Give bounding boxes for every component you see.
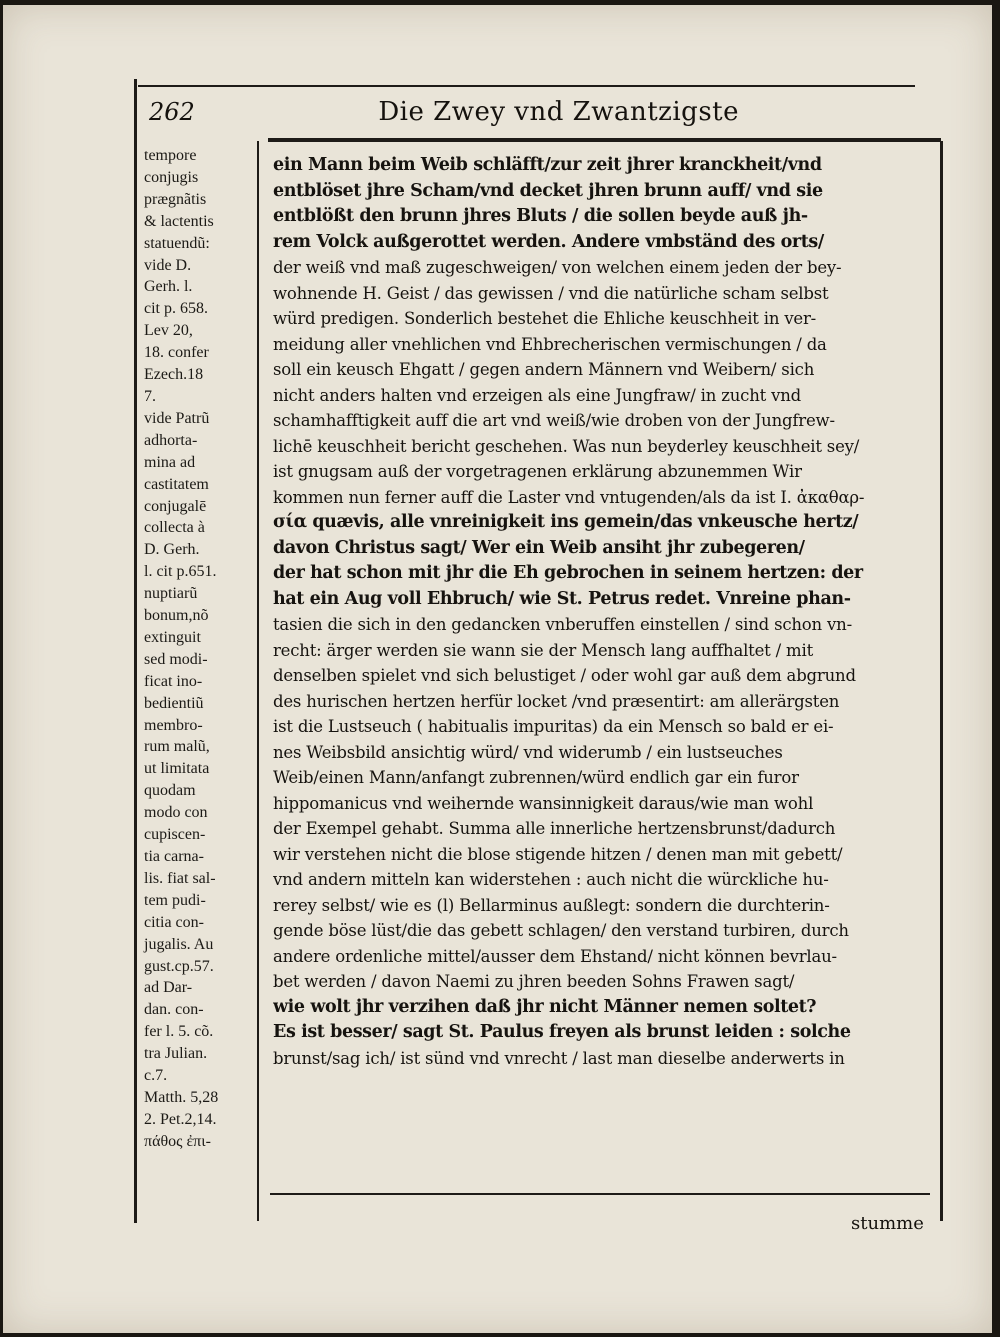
marginal-note-line: bedientiũ — [144, 694, 204, 712]
text-line: kommen nun ferner auff die Laster vnd vntugenden/als da ist I. ἀκαθαρ- — [273, 487, 865, 507]
main-text — [273, 153, 938, 1071]
marginal-note-line: ficat ino- — [144, 672, 203, 690]
text-line: lichē keuschheit bericht geschehen. Was nun beyderley keuschheit sey/ — [273, 436, 860, 456]
text-line: der hat schon mit jhr die Eh gebrochen in seinem hertzen: der — [273, 563, 863, 583]
marginal-note-line: vide D. — [144, 256, 192, 274]
marginal-notes — [144, 145, 254, 1153]
marginal-note-line: D. Gerh. — [144, 541, 200, 559]
marginal-note-line: tra Julian. — [144, 1045, 208, 1063]
marginal-note-line: bonum,nõ — [144, 607, 209, 625]
marginal-note-line: rum malũ, — [144, 738, 210, 756]
text-line: hippomanicus vnd weihernde wansinnigkeit daraus/wie man wohl — [273, 793, 814, 813]
marginal-note-line: mina ad — [144, 453, 196, 471]
marginal-note-line: c.7. — [144, 1067, 168, 1085]
marginal-note-line: dan. con- — [144, 1001, 204, 1019]
marginal-note-line: ut limitata — [144, 760, 210, 778]
text-line: σία quævis, alle vnreinigkeit ins gemein/das vnkeusche hertz/ — [273, 512, 859, 532]
marginal-note-line: cupiscen- — [144, 826, 206, 844]
text-line: soll ein keusch Ehgatt / gegen andern Männern vnd Weibern/ sich — [273, 360, 815, 379]
page-number: 262 — [149, 98, 195, 126]
text-line: des hurischen hertzen herfür locket /vnd præsentirt: am allerärgsten — [273, 691, 840, 711]
text-line: vnd andern mitteln kan widerstehen : auch nicht die würckliche hu- — [273, 870, 829, 889]
text-line: ein Mann beim Weib schläfft/zur zeit jhrer kranckheit/vnd — [273, 155, 822, 175]
top-rule — [138, 85, 915, 87]
marginal-note-line: fer l. 5. cõ. — [144, 1023, 214, 1041]
marginal-note-line: & lactentis — [144, 212, 214, 230]
running-title: Die Zwey vnd Zwantzigste — [378, 97, 739, 127]
marginal-note-line: gust.cp.57. — [144, 957, 214, 975]
text-line: nes Weibsbild ansichtig würd/ vnd widerumb / ein lustseuches — [273, 742, 783, 762]
text-line: Es ist besser/ sagt St. Paulus freyen als brunst leiden : solche — [273, 1022, 851, 1042]
text-line: denselben spielet vnd sich belustiget / oder wohl gar auß dem abgrund — [273, 666, 856, 685]
text-line: rem Volck außgerottet werden. Andere vmbständ des orts/ — [273, 231, 824, 252]
text-line: Weib/einen Mann/anfangt zubrennen/würd endlich gar ein furor — [273, 768, 799, 787]
marginal-note-line: 2. Pet.2,14. — [144, 1110, 217, 1128]
text-line: rerey selbst/ wie es (l) Bellarminus außlegt: sondern die durchterin- — [273, 895, 830, 915]
marginal-note-line: modo con — [144, 804, 208, 822]
text-line: meidung aller vnehlichen vnd Ehbrecherischen vermischungen / da — [273, 334, 827, 354]
marginal-note-line: sed modi- — [144, 650, 208, 668]
text-line: gende böse lüst/die das gebett schlagen/ den verstand turbiren, durch — [273, 921, 849, 940]
text-line: würd predigen. Sonderlich bestehet die Ehliche keuschheit in ver- — [273, 309, 817, 328]
marginal-note-line: πάθος ἐπι- — [144, 1132, 211, 1150]
marginal-note-line: vide Patrũ — [144, 409, 210, 427]
text-line: ist gnugsam auß der vorgetragenen erklärung abzunemmen Wir — [273, 462, 802, 481]
text-line: recht: ärger werden sie wann sie der Mensch lang auffhaltet / mit — [273, 640, 813, 660]
marginal-note-line: ad Dar- — [144, 979, 193, 997]
marginal-note-line: jugalis. Au — [144, 935, 214, 953]
text-line: der weiß vnd maß zugeschweigen/ von welchen einem jeden der bey- — [273, 258, 842, 277]
text-line: ist die Lustseuch ( habitualis impuritas) da ein Mensch so bald er ei- — [273, 717, 834, 736]
text-line: entblöset jhre Scham/vnd decket jhren brunn auff/ vnd sie — [273, 180, 823, 201]
text-line: tasien die sich in den gedancken vnberuffen einstellen / sind schon vn- — [273, 615, 852, 634]
header-rule — [268, 138, 941, 142]
book-page — [3, 5, 992, 1333]
marginal-note-line: quodam — [144, 782, 196, 800]
marginal-note-line: Lev 20, — [144, 322, 193, 340]
marginal-note-line: 18. confer — [144, 344, 209, 362]
left-border — [134, 79, 137, 1223]
text-line: davon Christus sagt/ Wer ein Weib ansiht jhr zubegeren/ — [273, 537, 805, 558]
marginal-note-line: Gerh. l. — [144, 278, 193, 296]
marginal-note-line: collecta à — [144, 519, 205, 537]
marginal-note-line: 7. — [144, 387, 156, 405]
marginal-note-line: membro- — [144, 716, 203, 734]
bottom-rule — [270, 1193, 930, 1195]
marginal-note-line: Matth. 5,28 — [144, 1088, 219, 1106]
text-line: entblößt den brunn jhres Bluts / die sollen beyde auß jh- — [273, 206, 808, 226]
catchword: stumme — [851, 1213, 924, 1234]
page-header — [149, 89, 929, 135]
text-line: schamhafftigkeit auff die art vnd weiß/wie droben von der Jungfrew- — [273, 411, 835, 430]
marginal-note-line: nuptiarũ — [144, 585, 198, 603]
text-line: wohnende H. Geist / das gewissen / vnd die natürliche scham selbst — [273, 283, 829, 303]
text-line: wie wolt jhr verzihen daß jhr nicht Männer nemen soltet? — [273, 996, 817, 1017]
marginal-note-line: Ezech.18 — [144, 366, 204, 384]
marginal-note-line: prægnãtis — [144, 190, 207, 208]
text-line: wir verstehen nicht die blose stigende hitzen / denen man mit gebett/ — [273, 844, 843, 864]
text-line: bet werden / davon Naemi zu jhren beeden Sohns Frawen sagt/ — [273, 972, 795, 991]
text-line: brunst/sag ich/ ist sünd vnd vnrecht / last man dieselbe anderwerts in — [273, 1048, 845, 1068]
right-border — [940, 141, 943, 1221]
marginal-note-line: tempore — [144, 147, 197, 164]
text-line: andere ordenliche mittel/ausser dem Ehstand/ nicht können bevrlau- — [273, 946, 837, 966]
marginal-note-line: castitatem — [144, 475, 209, 493]
marginal-note-line: statuendũ: — [144, 234, 210, 252]
marginal-note-line: adhorta- — [144, 431, 198, 449]
marginal-note-line: extinguit — [144, 628, 201, 646]
text-line: hat ein Aug voll Ehbruch/ wie St. Petrus redet. Vnreine phan- — [273, 588, 851, 609]
text-line: nicht anders halten vnd erzeigen als eine Jungfraw/ in zucht vnd — [273, 385, 802, 405]
marginal-note-line: l. cit p.651. — [144, 563, 217, 581]
marginal-note-line: conjugis — [144, 168, 199, 186]
marginal-note-line: tem pudi- — [144, 891, 206, 909]
margin-divider — [257, 141, 259, 1221]
marginal-note-line: cit p. 658. — [144, 300, 208, 318]
marginal-note-line: conjugalē — [144, 497, 207, 515]
marginal-note-line: lis. fiat sal- — [144, 869, 216, 887]
marginal-note-line: tia carna- — [144, 848, 204, 865]
text-line: der Exempel gehabt. Summa alle innerliche hertzensbrunst/dadurch — [273, 819, 836, 838]
marginal-note-line: citia con- — [144, 913, 204, 931]
